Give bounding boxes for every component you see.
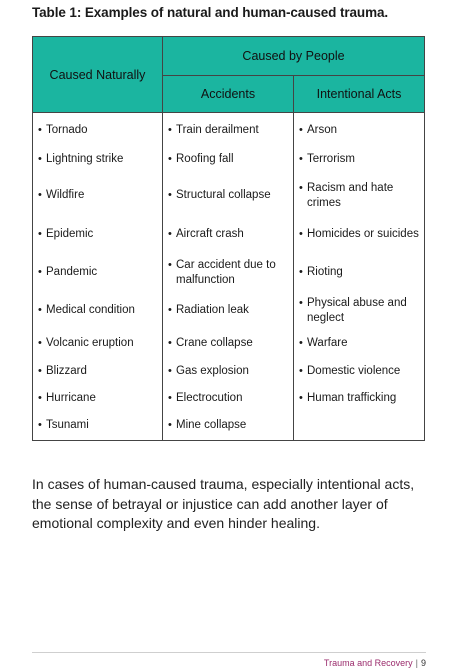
- list-item: [168, 336, 293, 351]
- table-cell-intentional: [294, 254, 425, 292]
- list-item: [299, 152, 424, 167]
- list-item: [299, 364, 424, 379]
- table-cell-accidents: [163, 176, 294, 216]
- bullet-icon: •: [38, 304, 42, 316]
- table-cell-natural: [33, 358, 163, 385]
- table-cell-intentional: [294, 385, 425, 412]
- bullet-icon: •: [38, 391, 42, 404]
- table-cell-intentional: [294, 176, 425, 216]
- table-row: [33, 330, 425, 358]
- table-cell-accidents: [163, 292, 294, 330]
- cell-text: Gas explosion: [176, 364, 249, 377]
- footer-separator: |: [415, 658, 418, 668]
- footer-divider: [32, 652, 426, 653]
- list-item: [299, 123, 424, 138]
- bullet-icon: •: [168, 153, 172, 165]
- cell-text: Train derailment: [176, 123, 259, 136]
- page-number: 9: [420, 658, 426, 668]
- table-title: Table 1: Examples of natural and human-caused trauma.: [32, 5, 389, 20]
- list-item: [38, 418, 162, 433]
- bullet-icon: •: [299, 228, 303, 240]
- table-cell-intentional: [294, 358, 425, 385]
- footer-title: Trauma and Recovery: [323, 658, 413, 668]
- table-body: [33, 113, 425, 441]
- list-item: [38, 303, 162, 318]
- cell-text: Structural collapse: [176, 189, 271, 201]
- table-row: [33, 385, 425, 412]
- table-cell-accidents: [163, 144, 294, 176]
- table-cell-intentional: [294, 292, 425, 330]
- bullet-icon: •: [299, 337, 303, 349]
- table-cell-natural: [33, 144, 163, 176]
- bullet-icon: •: [38, 364, 42, 377]
- list-item: [299, 265, 424, 280]
- table-row: [33, 216, 425, 254]
- table-row: [33, 144, 425, 176]
- table-row: [33, 113, 425, 144]
- table-cell-intentional: [294, 412, 425, 441]
- list-item: [38, 336, 162, 351]
- list-item: [38, 188, 162, 203]
- table-cell-natural: [33, 412, 163, 441]
- list-item: [299, 296, 424, 326]
- cell-text: Physical abuse and neglect: [307, 296, 407, 324]
- list-item: [38, 152, 162, 167]
- list-item: [38, 391, 162, 406]
- list-item: [299, 181, 424, 211]
- list-item: [168, 258, 293, 288]
- table-cell-natural: [33, 330, 163, 358]
- bullet-icon: •: [38, 123, 42, 136]
- table-cell-accidents: [163, 254, 294, 292]
- bullet-icon: •: [38, 337, 42, 349]
- table-cell-intentional: [294, 216, 425, 254]
- cell-text: Rioting: [307, 266, 343, 278]
- table-cell-accidents: [163, 412, 294, 441]
- trauma-examples-table: [32, 36, 425, 441]
- list-item: [168, 188, 293, 203]
- body-paragraph: In cases of human-caused trauma, especially intentional acts, the sense of betrayal or injustice can add another layer of emotional complexity and even hinder healing.: [32, 476, 415, 531]
- page-footer: [324, 658, 426, 668]
- bullet-icon: •: [168, 258, 172, 271]
- table-row: [33, 292, 425, 330]
- cell-text: Domestic violence: [307, 364, 401, 377]
- bullet-icon: •: [168, 337, 172, 349]
- cell-text: Lightning strike: [46, 153, 124, 165]
- list-item: [168, 418, 293, 433]
- table-cell-accidents: [163, 113, 294, 144]
- list-item: [168, 303, 293, 318]
- table-cell-natural: [33, 113, 163, 144]
- table-cell-natural: [33, 385, 163, 412]
- cell-text: Aircraft crash: [176, 228, 244, 240]
- bullet-icon: •: [38, 189, 42, 201]
- cell-text: Wildfire: [46, 189, 85, 201]
- bullet-icon: •: [168, 189, 172, 201]
- list-item: [299, 391, 424, 406]
- cell-text: Car accident due to malfunction: [176, 258, 276, 286]
- list-item: [299, 336, 424, 351]
- table-cell-natural: [33, 176, 163, 216]
- table-row: [33, 176, 425, 216]
- list-item: [38, 123, 162, 138]
- table-row: [33, 254, 425, 292]
- table-cell-accidents: [163, 358, 294, 385]
- cell-text: Homicides or suicides: [307, 228, 419, 240]
- table-cell-intentional: [294, 113, 425, 144]
- bullet-icon: •: [299, 123, 303, 136]
- table-row: [33, 358, 425, 385]
- table-cell-intentional: [294, 330, 425, 358]
- cell-text: Racism and hate crimes: [307, 181, 394, 209]
- list-item: [38, 265, 162, 280]
- cell-text: Warfare: [307, 337, 348, 349]
- list-item: [168, 391, 293, 406]
- list-item: [168, 123, 293, 138]
- cell-text: Electrocution: [176, 391, 243, 404]
- bullet-icon: •: [168, 364, 172, 377]
- list-item: [38, 227, 162, 242]
- bullet-icon: •: [299, 364, 303, 377]
- bullet-icon: •: [168, 391, 172, 404]
- cell-text: Tornado: [46, 123, 88, 136]
- cell-text: Arson: [307, 123, 338, 136]
- table-cell-natural: [33, 292, 163, 330]
- bullet-icon: •: [299, 296, 303, 309]
- bullet-icon: •: [299, 181, 303, 194]
- cell-text: Medical condition: [46, 304, 135, 316]
- bullet-icon: •: [299, 266, 303, 278]
- cell-text: Roofing fall: [176, 153, 234, 165]
- cell-text: Pandemic: [46, 266, 98, 278]
- bullet-icon: •: [168, 304, 172, 316]
- header-accidents: Accidents: [163, 76, 294, 113]
- list-item: [38, 364, 162, 379]
- table-cell-accidents: [163, 216, 294, 254]
- bullet-icon: •: [38, 419, 42, 432]
- bullet-icon: •: [299, 153, 303, 165]
- cell-text: Human trafficking: [307, 391, 397, 404]
- list-item: [168, 152, 293, 167]
- table-cell-intentional: [294, 144, 425, 176]
- cell-text: Tsunami: [46, 419, 89, 432]
- cell-text: Volcanic eruption: [46, 337, 134, 349]
- table-cell-accidents: [163, 330, 294, 358]
- list-item: [299, 227, 424, 242]
- bullet-icon: •: [38, 266, 42, 278]
- list-item: [168, 364, 293, 379]
- table-cell-accidents: [163, 385, 294, 412]
- list-item: [168, 227, 293, 242]
- table-cell-natural: [33, 254, 163, 292]
- cell-text: Radiation leak: [176, 304, 249, 316]
- table-row: [33, 412, 425, 441]
- cell-text: Crane collapse: [176, 337, 253, 349]
- bullet-icon: •: [299, 391, 303, 404]
- header-caused-by-people: Caused by People: [163, 37, 425, 76]
- cell-text: Mine collapse: [176, 419, 247, 432]
- bullet-icon: •: [168, 123, 172, 136]
- bullet-icon: •: [168, 419, 172, 432]
- header-intentional-acts: Intentional Acts: [294, 76, 425, 113]
- header-caused-naturally: Caused Naturally: [33, 37, 163, 113]
- bullet-icon: •: [38, 228, 42, 240]
- bullet-icon: •: [38, 153, 42, 165]
- cell-text: Blizzard: [46, 364, 87, 377]
- cell-text: Hurricane: [46, 391, 96, 404]
- bullet-icon: •: [168, 228, 172, 240]
- cell-text: Epidemic: [46, 228, 94, 240]
- table-cell-natural: [33, 216, 163, 254]
- cell-text: Terrorism: [307, 153, 355, 165]
